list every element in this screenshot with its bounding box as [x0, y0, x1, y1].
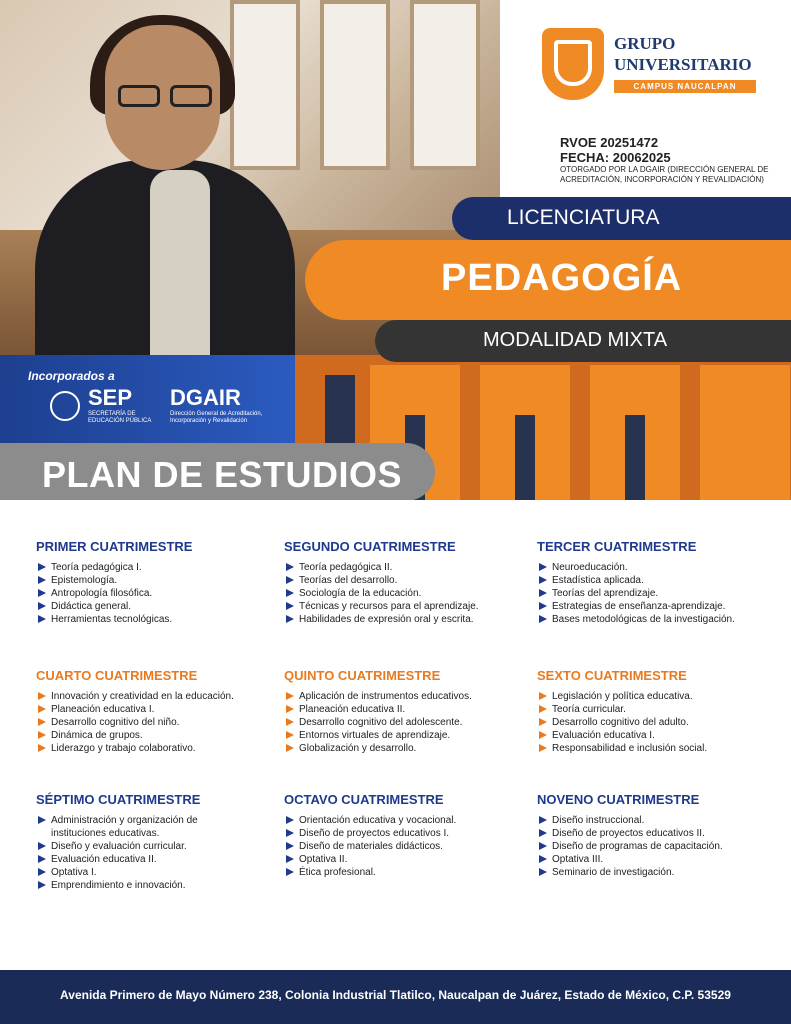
term-card: [537, 792, 782, 879]
program-name-bar: [305, 240, 791, 320]
window-decor: [410, 0, 480, 170]
course-item: Dinámica de grupos.: [36, 729, 281, 742]
window-decor: [230, 0, 300, 170]
university-shield-icon: [542, 28, 604, 100]
term-card: [36, 539, 281, 626]
brand-name-line2: UNIVERSITARIO: [614, 55, 752, 74]
plan-title-bar: [0, 443, 435, 500]
course-item: Administración y organización de instituciones educativas.: [36, 814, 251, 840]
course-item: Teoría pedagógica I.: [36, 561, 281, 574]
term-title: QUINTO CUATRIMESTRE: [284, 668, 441, 683]
course-item: Antropología filosófica.: [36, 587, 281, 600]
course-item: Orientación educativa y vocacional.: [284, 814, 529, 827]
brand-name: [614, 33, 752, 75]
footer-address: Avenida Primero de Mayo Número 238, Colonia Industrial Tlatilco, Naucalpan de Juárez, Estado de México, C.P. 53529: [60, 988, 731, 1002]
course-item: Legislación y política educativa.: [537, 690, 782, 703]
course-item: Innovación y creatividad en la educación.: [36, 690, 281, 703]
course-item: Neuroeducación.: [537, 561, 782, 574]
term-title: SEGUNDO CUATRIMESTRE: [284, 539, 456, 554]
course-item: Seminario de investigación.: [537, 866, 782, 879]
course-item: Técnicas y recursos para el aprendizaje.: [284, 600, 529, 613]
plan-title: PLAN DE ESTUDIOS: [42, 454, 403, 495]
course-item: Desarrollo cognitivo del adulto.: [537, 716, 782, 729]
term-title: OCTAVO CUATRIMESTRE: [284, 792, 444, 807]
course-item: Planeación educativa I.: [36, 703, 281, 716]
term-card: [284, 539, 529, 626]
course-item: Planeación educativa II.: [284, 703, 529, 716]
course-item: Aplicación de instrumentos educativos.: [284, 690, 529, 703]
dgair-subtitle: Dirección General de Acreditación, Incorporación y Revalidación: [170, 411, 263, 424]
course-item: Teorías del aprendizaje.: [537, 587, 782, 600]
course-item: Habilidades de expresión oral y escrita.: [284, 613, 529, 626]
degree-level-bar: [452, 197, 791, 240]
course-item: Didáctica general.: [36, 600, 281, 613]
term-card: [284, 792, 529, 879]
rvoe-date: FECHA: 20062025: [560, 150, 671, 165]
glasses-icon: [118, 85, 216, 109]
course-item: Estrategias de enseñanza-aprendizaje.: [537, 600, 782, 613]
sep-logo-text: SEP: [88, 385, 133, 410]
rvoe-note: OTORGADO POR LA DGAIR (DIRECCIÓN GENERAL DE ACREDITACIÓN, INCORPORACIÓN Y REVALIDACIÓN): [560, 165, 769, 184]
campus-badge: CAMPUS NAUCALPAN: [614, 80, 756, 93]
window-decor: [320, 0, 390, 170]
course-item: Entornos virtuales de aprendizaje.: [284, 729, 529, 742]
term-card: [537, 668, 782, 755]
modality-bar: [375, 320, 791, 362]
term-title: PRIMER CUATRIMESTRE: [36, 539, 193, 554]
course-item: Desarrollo cognitivo del niño.: [36, 716, 281, 729]
term-title: SÉPTIMO CUATRIMESTRE: [36, 792, 201, 807]
course-item: Diseño de proyectos educativos II.: [537, 827, 782, 840]
program-name: PEDAGOGÍA: [441, 257, 683, 299]
sep-seal-icon: [50, 391, 80, 421]
course-item: Diseño instruccional.: [537, 814, 782, 827]
course-item: Teoría pedagógica II.: [284, 561, 529, 574]
dgair-logo-text: DGAIR: [170, 385, 241, 410]
course-item: Liderazgo y trabajo colaborativo.: [36, 742, 281, 755]
course-item: Diseño y evaluación curricular.: [36, 840, 251, 853]
course-item: Sociología de la educación.: [284, 587, 529, 600]
course-item: Epistemología.: [36, 574, 281, 587]
modality: MODALIDAD MIXTA: [483, 329, 668, 351]
term-card: [284, 668, 529, 755]
sep-subtitle: SECRETARÍA DE EDUCACIÓN PÚBLICA: [88, 411, 152, 424]
course-item: Desarrollo cognitivo del adolescente.: [284, 716, 529, 729]
course-item: Globalización y desarrollo.: [284, 742, 529, 755]
incorporated-label: Incorporados a: [28, 369, 115, 383]
course-item: Bases metodológicas de la investigación.: [537, 613, 782, 626]
term-title: TERCER CUATRIMESTRE: [537, 539, 697, 554]
course-item: Diseño de materiales didácticos.: [284, 840, 529, 853]
degree-level: LICENCIATURA: [507, 206, 660, 229]
term-title: SEXTO CUATRIMESTRE: [537, 668, 687, 683]
course-item: Teoría curricular.: [537, 703, 782, 716]
course-item: Optativa II.: [284, 853, 529, 866]
brand-name-line1: GRUPO: [614, 34, 676, 53]
course-item: Ética profesional.: [284, 866, 529, 879]
rvoe-block: [560, 135, 671, 165]
teacher-shirt: [150, 170, 210, 360]
term-card: [36, 668, 281, 755]
footer: [0, 970, 791, 1024]
term-card: [36, 792, 251, 892]
course-item: Optativa I.: [36, 866, 251, 879]
course-item: Optativa III.: [537, 853, 782, 866]
rvoe-code: RVOE 20251472: [560, 135, 659, 150]
term-title: NOVENO CUATRIMESTRE: [537, 792, 700, 807]
course-item: Diseño de proyectos educativos I.: [284, 827, 529, 840]
term-title: CUARTO CUATRIMESTRE: [36, 668, 198, 683]
course-item: Estadística aplicada.: [537, 574, 782, 587]
course-item: Emprendimiento e innovación.: [36, 879, 251, 892]
course-item: Evaluación educativa II.: [36, 853, 251, 866]
course-item: Teorías del desarrollo.: [284, 574, 529, 587]
course-item: Herramientas tecnológicas.: [36, 613, 281, 626]
course-item: Responsabilidad e inclusión social.: [537, 742, 782, 755]
course-item: Diseño de programas de capacitación.: [537, 840, 782, 853]
term-card: [537, 539, 782, 626]
accreditation-band: [0, 355, 295, 445]
course-item: Evaluación educativa I.: [537, 729, 782, 742]
